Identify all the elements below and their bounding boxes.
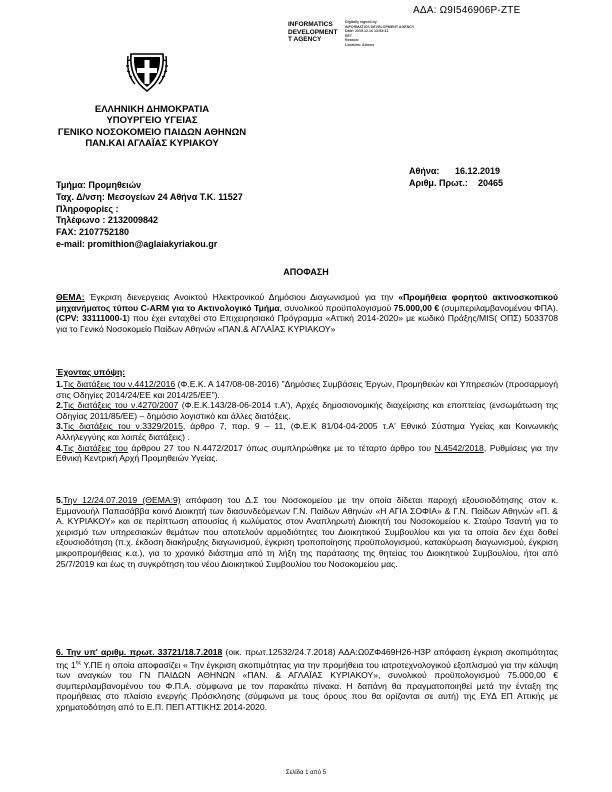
stamp-line: Date: 2019.12.16 13:53:31 bbox=[345, 29, 389, 34]
city-label: Αθήνα: bbox=[409, 166, 440, 176]
stamp-line: Digitally signed by bbox=[345, 20, 377, 24]
superscript: ης bbox=[75, 659, 81, 666]
law-reference: Τις διατάξεις του ν.4412/2016 bbox=[63, 379, 176, 389]
document-title: ΑΠΟΦΑΣΗ bbox=[283, 267, 329, 277]
list-item bbox=[56, 400, 558, 421]
contact-block bbox=[56, 180, 243, 251]
law-reference: Τις διατάξεις του ν.4270/2007 bbox=[63, 400, 179, 411]
institution-line: ΕΛΛΗΝΙΚΗ ΔΗΜΟΚΡΑΤΙΑ bbox=[94, 104, 210, 115]
institution-line: ΠΑΝ.ΚΑΙ ΑΓΛΑΪΑΣ ΚΥΡΙΑΚΟΥ bbox=[85, 137, 219, 149]
considerations-list bbox=[56, 379, 558, 464]
subject-text: , συνολικού προϋπολογισμού bbox=[279, 302, 394, 313]
item-number: 3. bbox=[56, 421, 64, 432]
phone-line: Τηλέφωνο : 2132009842 bbox=[56, 215, 158, 226]
item-text: άρθρου 27 του Ν.4472/2017 όπως συμπληρώθηκε με το τέταρτο άρθρο του bbox=[127, 442, 435, 453]
item-text: (Φ.Ε.Κ. Α 147/08-08-2016) "Δημόσιες Συμβάσεις Έργων, Προμηθειών και Υπηρεσιών (προσαρμογή στις Οδηγίες 2014/24/ΕΕ και 2014/25/ΕΕ"). bbox=[56, 379, 558, 400]
institution-line: ΥΠΟΥΡΓΕΙΟ ΥΓΕΙΑΣ bbox=[106, 115, 198, 127]
stamp-line: EET bbox=[345, 33, 352, 38]
list-item bbox=[56, 379, 558, 400]
subject-text: Έγκριση διενεργειας Ανοικτού Ηλεκτρονικού Δημόσιου Διαγωνισμού για την bbox=[84, 292, 399, 302]
protocol-number: 20465 bbox=[478, 178, 504, 188]
having-heading: Έχοντας υπόψη: bbox=[56, 367, 126, 377]
list-item bbox=[56, 421, 558, 442]
decision-reference: Την 12/24.07.2019 (ΘΕΜΑ:9) bbox=[63, 495, 181, 505]
page-number: Σελίδα 1 από 5 bbox=[285, 770, 327, 776]
date-protocol-block bbox=[409, 165, 503, 189]
greek-coat-of-arms-icon bbox=[125, 44, 169, 94]
subject-label: ΘΕΜΑ: bbox=[56, 292, 85, 302]
item-text: (οικ. πρωτ.12532/24.7.2018) ΑΔΑ:Ω0ΖΦ469Η26-Η3Ρ απόφαση έγκριση σκοπιμότητας της 1 bbox=[56, 647, 558, 670]
decision-reference: 6. Την υπ' αριθμ. πρωτ. 33721/18.7.2018 bbox=[56, 647, 223, 657]
item-number: 4. bbox=[56, 442, 64, 453]
subject-text: ) που έχει ενταχθεί στο Επιχειρησιακό Πρόγραμμα «Αττική 2014-2020» με κωδικό Πράξης/MIS( ΟΠΣ) 5033708 για το Γενικό Νοσοκομείο Παίδων Αθηνών «ΠΑΝ.& ΑΓΛΑΪΑΣ ΚΥΡΙΑΚΟΥ» bbox=[56, 313, 558, 334]
institution-line: ΓΕΝΙΚΟ ΝΟΣΟΚΟΜΕΙΟ ΠΑΙΔΩΝ ΑΘΗΝΩΝ bbox=[57, 126, 247, 138]
stamp-title-line: INFORMATICS bbox=[288, 21, 333, 28]
fax-line: FAX: 2107752180 bbox=[56, 227, 130, 238]
protocol-label: Αριθμ. Πρωτ.: bbox=[409, 178, 468, 188]
item-5-paragraph bbox=[56, 495, 558, 569]
ada-code: ΑΔΑ: Ω9Ι546906Ρ-ΖΤΕ bbox=[413, 5, 521, 16]
subject-cpv: (CPV: 33111000-1 bbox=[56, 313, 128, 324]
stamp-title-line: T AGENCY bbox=[288, 36, 322, 44]
stamp-line: Reason: bbox=[345, 38, 360, 43]
item-number: 5. bbox=[56, 495, 64, 505]
item-text: απόφαση του Δ.Σ του Νοσοκομείου με την οποία δίδεται παροχή εξουσιοδότησης στον κ. Εμμανουήλ Παπασάββα κοινό Διοικητή των διασυνδεόμενων Γ.Ν. Παίδων Αθηνών «Η ΑΓΙΑ ΣΟΦΙΑ» & Γ.Ν. Παίδων Αθηνών «Π. & Α. ΚΥΡΙΑΚΟΥ» και σε περίπτωση απουσίας ή κωλύματος στον Αναπληρωτή Διοικητή του Νοσοκομείου κ. Σταύρο Τσαντή για το χειρισμό των υπηρεσιακών θεμάτων που αποτελούν αρμοδιότητες του Διοικητικού Συμβουλίου και για τα οποία δεν έχει δοθεί εξουσιοδότηση (π.χ. έκδοση διακήρυξης διαγωνισμού, έγκριση τροποποίησης προϋπολογισμού, κατακύρωση διαγωνισμού, έγκριση μικροπρομήθειας κ.α.), για το χρονικό διάστημα από τη λήξη της παράτασης της θητείας του Διοικητικού Συμβουλίου, ήτοι από 25/7/2019 και έως τη συγκρότηση του νέου Διοικητικού Συμβουλίου του Νοσοκομείου μας. bbox=[56, 495, 558, 569]
subject-amount: 75.000,00 € bbox=[393, 302, 440, 313]
signature-stamp-title bbox=[288, 21, 337, 44]
subject-bold-text: «Προμήθεια φορητού ακτινοσκοπικού μηχανήματος τύπου C-ARM για το Ακτινολογικό Τμήμα bbox=[56, 292, 558, 313]
address-line: Ταχ. Δ/νση: Μεσογείων 24 Αθήνα Τ.Κ. 11527 bbox=[56, 191, 243, 202]
list-item bbox=[56, 443, 558, 464]
item-text: (Φ.Ε.Κ.143/28-06-2014 τ.Α'), Αρχές δημοσιονομικής διαχείρισης και εποπτείας (ενσωμάτωση της Οδηγίας 2011/85/ΕΕ) – δημόσιο λογιστικό και άλλες διατάξεις. bbox=[56, 400, 558, 421]
email-line: e-mail: promithion@aglaiakyriakou.gr bbox=[56, 238, 218, 249]
stamp-line: Location: Athens bbox=[345, 42, 375, 47]
signature-stamp-details bbox=[345, 20, 414, 48]
stamp-title-line: DEVELOPMENT bbox=[288, 28, 338, 36]
item-text: Υ.ΠΕ η οποία αποφασίζει « Την έγκριση σκοπιμότητας για την προμήθεια του ιατροτεχνολογικού εξοπλισμού για την κάλυψη των αναγκών του ΓΝ ΠΑΙΔΩΝ ΑΘΗΝΩΝ «ΠΑΝ. & ΑΓΛΑΪΑΣ ΚΥΡΙΑΚΟΥ», συνολικού προϋπολογισμού 75.000,00 € συμπεριλαμβανομένου του Φ.Π.Α. σύμφωνα με τον παρακάτω πίνακα. Η δαπάνη θα πραγματοποιηθεί μετά την ένταξη της προμήθειας στο πλαίσιο ενεργής Πρόσκλησης (σύμφωνα με τους όρους που θα ορίζονται σε αυτή) της ΕΥΔ ΕΠ Αττικής με χρηματοδότηση από το Ε.Π. ΠΕΠ ΑΤΤΙΚΗΣ 2014-2020. bbox=[56, 659, 559, 712]
subject-text: (συμπεριλαμβανομένου ΦΠΑ). bbox=[439, 302, 558, 313]
law-reference: Τις διατάξεις του bbox=[63, 442, 128, 453]
item-6-paragraph bbox=[56, 647, 558, 712]
subject-paragraph bbox=[56, 292, 558, 334]
institution-header bbox=[52, 104, 252, 149]
document-date: 16.12.2019 bbox=[455, 166, 501, 176]
stamp-line: INFORMATICS DEVELOPMENT AGENCY bbox=[345, 24, 415, 29]
item-number: 1. bbox=[56, 379, 64, 389]
law-reference: Τις διατάξεις του ν.3329/2015 bbox=[63, 421, 183, 432]
item-text: , Ρυθμίσεις για την Εθνική Κεντρική Αρχή Προμηθειών Υγείας. bbox=[56, 442, 558, 464]
department-line: Τμήμα: Προμηθειών bbox=[56, 180, 142, 190]
item-number: 2. bbox=[56, 400, 64, 411]
info-line: Πληροφορίες : bbox=[56, 203, 119, 214]
item-text: , άρθρο 7, παρ. 9 – 11, (Φ.Ε.Κ 81/04-04-2005 τ.Α' Εθνικό Σύστημα Υγείας και Κοινωνικής Αλληλεγγύης και λοιπές διατάξεις) . bbox=[56, 421, 558, 442]
law-reference: Ν.4542/2018 bbox=[434, 442, 484, 453]
